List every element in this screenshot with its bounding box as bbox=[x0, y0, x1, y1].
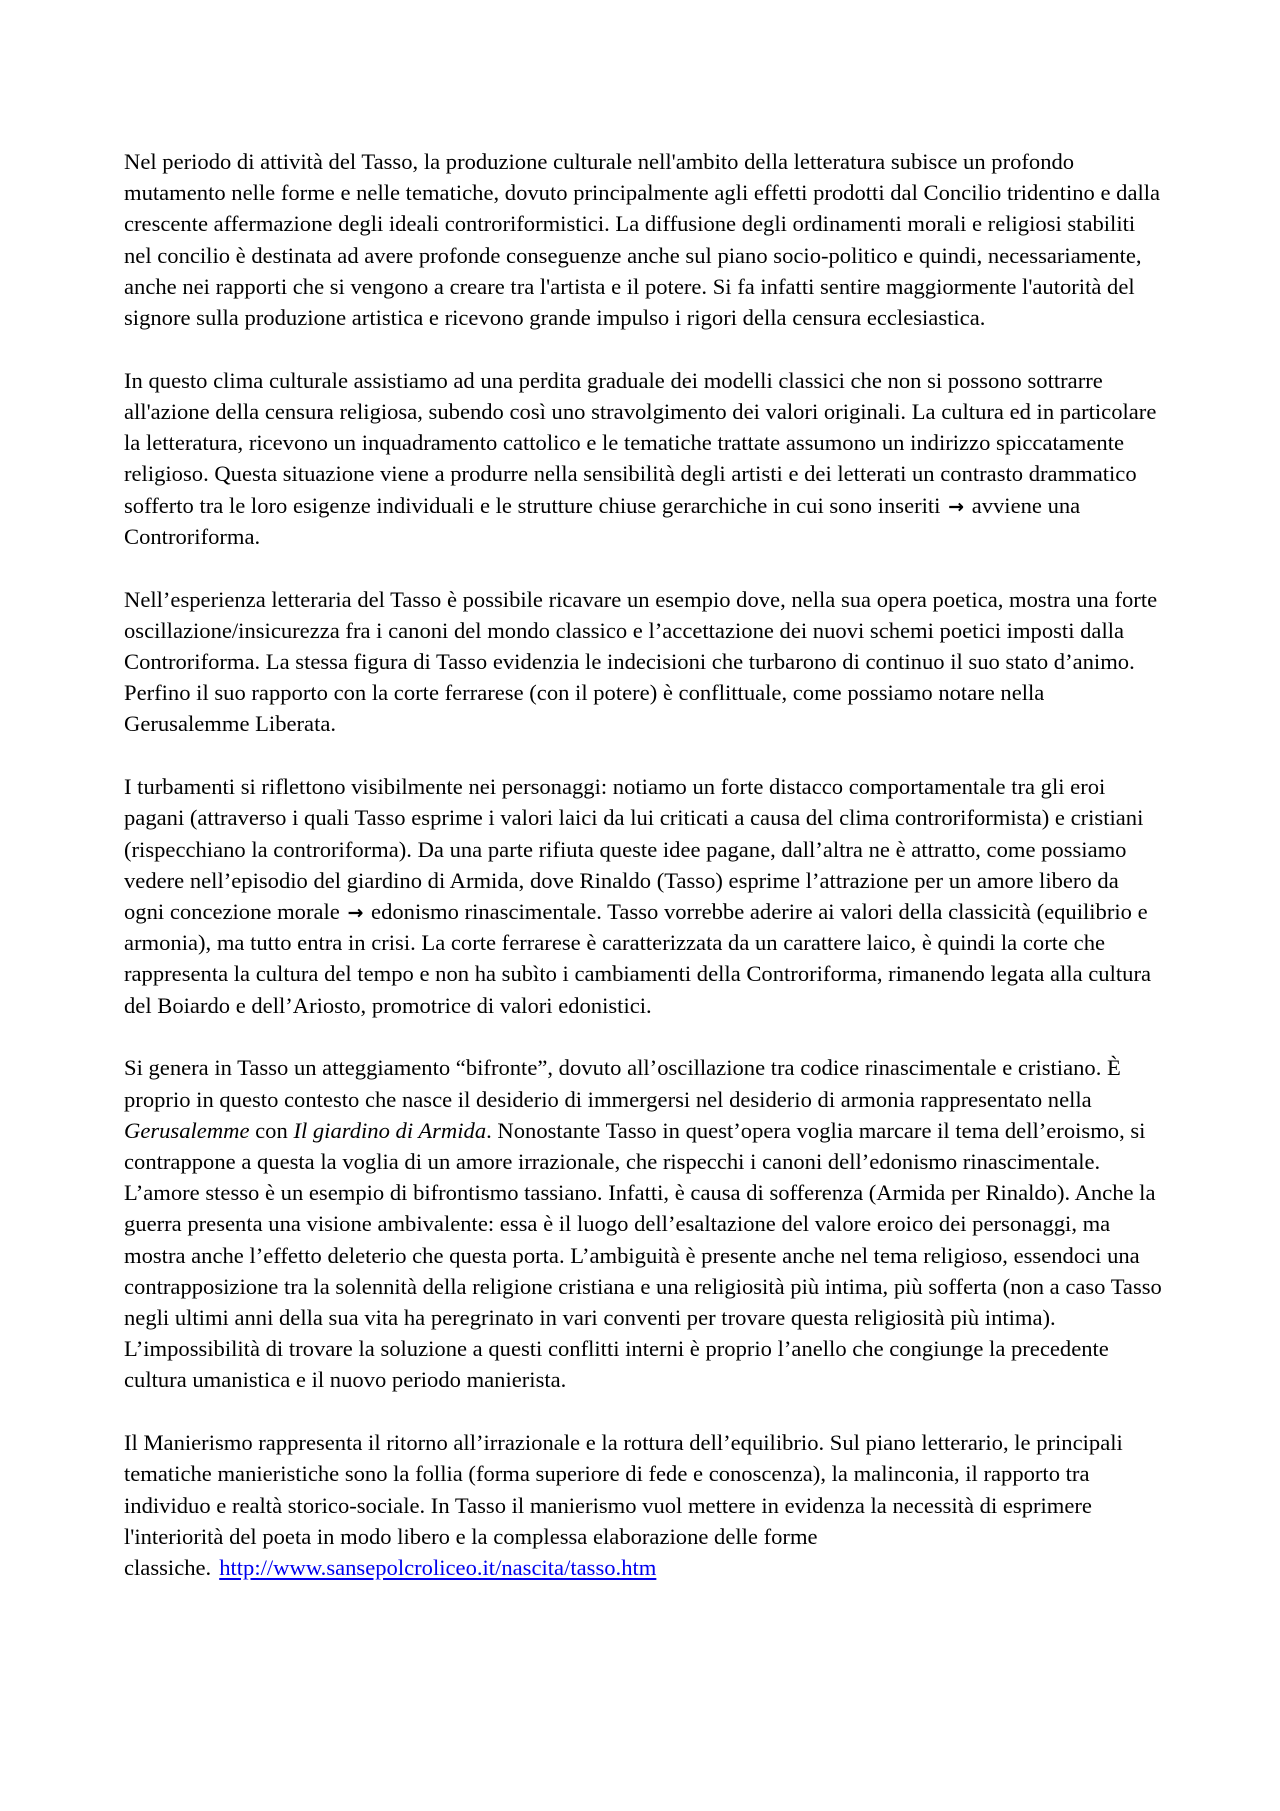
paragraph-2 bbox=[124, 365, 1164, 552]
paragraph-1-text: Nel periodo di attività del Tasso, la produzione culturale nell'ambito della letteratura subisce un profondo mutamento nelle forme e nelle tematiche, dovuto principalmente agli effetti prodotti dal Concilio tridentino e dalla crescente affermazione degli ideali controriformistici. La diffusione degli ordinamenti morali e religiosi stabiliti nel concilio è destinata ad avere profonde conseguenze anche sul piano socio-politico e quindi, necessariamente, anche nei rapporti che si vengono a creare tra l'artista e il potere. Si fa infatti sentire maggiormente l'autorità del signore sulla produzione artistica e ricevono grande impulso i rigori della censura ecclesiastica. bbox=[124, 149, 1161, 331]
paragraph-6 bbox=[124, 1427, 1164, 1583]
title-giardino-di-armida: Il giardino di Armida bbox=[293, 1117, 487, 1143]
title-gerusalemme: Gerusalemme bbox=[124, 1117, 250, 1143]
paragraph-4-text: I turbamenti si riflettono visibilmente nei personaggi: notiamo un forte distacco comportamentale tra gli eroi pagani (attraverso i quali Tasso esprime i valori laici da lui criticati a causa del clima controriformista) e cristiani (rispecchiano la controriforma). Da una parte rifiuta queste idee pagane, dall’altra ne è attratto, come possiamo vedere nell’episodio del giardino di Armida, dove Rinaldo (Tasso) esprime l’attrazione per un amore libero da ogni concezione morale bbox=[124, 774, 1144, 925]
document-page bbox=[124, 146, 1164, 1583]
paragraph-2-text: In questo clima culturale assistiamo ad una perdita graduale dei modelli classici che non si possono sottrarre all'azione della censura religiosa, subendo così uno stravolgimento dei valori originali. La cultura ed in particolare la letteratura, ricevono un inquadramento cattolico e le tematiche trattate assumono un indirizzo spiccatamente religioso. Questa situazione viene a produrre nella sensibilità degli artisti e dei letterati un contrasto drammatico sofferto tra le loro esigenze individuali e le strutture chiuse gerarchiche in cui sono inseriti bbox=[124, 367, 1157, 518]
paragraph-4-text-end: edonismo rinascimentale. Tasso vorrebbe aderire ai valori della classicità (equilibrio e armonia), ma tutto entra in crisi. La corte ferrarese è caratterizzata da un carattere laico, è quindi la corte che rappresenta la cultura del tempo e non ha subìto i cambiamenti della Controriforma, rimanendo legata alla cultura del Boiardo e dell’Ariosto, promotrice di valori edonistici. bbox=[124, 899, 1152, 1018]
paragraph-2-text-end: avviene una Controriforma. bbox=[124, 492, 1081, 549]
paragraph-4 bbox=[124, 771, 1164, 1021]
paragraph-5-text: Si genera in Tasso un atteggiamento “bifronte”, dovuto all’oscillazione tra codice rinascimentale e cristiano. È proprio in questo contesto che nasce il desiderio di immergersi nel desiderio di armonia rappresentato nella bbox=[124, 1055, 1121, 1112]
paragraph-3 bbox=[124, 584, 1164, 740]
right-arrow-icon: → bbox=[948, 495, 965, 518]
paragraph-5-text-con: con bbox=[255, 1117, 288, 1143]
right-arrow-icon: → bbox=[347, 902, 364, 925]
paragraph-6-text: Il Manierismo rappresenta il ritorno all’irrazionale e la rottura dell’equilibrio. Sul piano letterario, le principali tematiche manieristiche sono la follia (forma superiore di fede e conoscenza), la malinconia, il rapporto tra individuo e realtà storico-sociale. In Tasso il manierismo vuol mettere in evidenza la necessità di esprimere l'interiorità del poeta in modo libero e la complessa elaborazione delle forme classiche. bbox=[124, 1430, 1123, 1581]
source-link[interactable]: http://www.sansepolcroliceo.it/nascita/tasso.htm bbox=[219, 1555, 657, 1581]
paragraph-1 bbox=[124, 146, 1164, 333]
paragraph-5 bbox=[124, 1052, 1164, 1395]
paragraph-5-text-end: . Nonostante Tasso in quest’opera voglia marcare il tema dell’eroismo, si contrappone a questa la voglia di un amore irrazionale, che rispecchi i canoni dell’edonismo rinascimentale. L’amore stesso è un esempio di bifrontismo tassiano. Infatti, è causa di sofferenza (Armida per Rinaldo). Anche la guerra presenta una visione ambivalente: essa è il luogo dell’esaltazione del valore eroico dei personaggi, ma mostra anche l’effetto deleterio che questa porta. L’ambiguità è presente anche nel tema religioso, essendoci una contrapposizione tra la solennità della religione cristiana e una religiosità più intima, più sofferta (non a caso Tasso negli ultimi anni della sua vita ha peregrinato in vari conventi per trovare questa religiosità più intima). L’impossibilità di trovare la soluzione a questi conflitti interni è proprio l’anello che congiunge la precedente cultura umanistica e il nuovo periodo manierista. bbox=[124, 1117, 1162, 1393]
paragraph-3-text: Nell’esperienza letteraria del Tasso è possibile ricavare un esempio dove, nella sua opera poetica, mostra una forte oscillazione/insicurezza fra i canoni del mondo classico e l’accettazione dei nuovi schemi poetici imposti dalla Controriforma. La stessa figura di Tasso evidenzia le indecisioni che turbarono di continuo il suo stato d’animo. Perfino il suo rapporto con la corte ferrarese (con il potere) è conflittuale, come possiamo notare nella Gerusalemme Liberata. bbox=[124, 586, 1158, 737]
